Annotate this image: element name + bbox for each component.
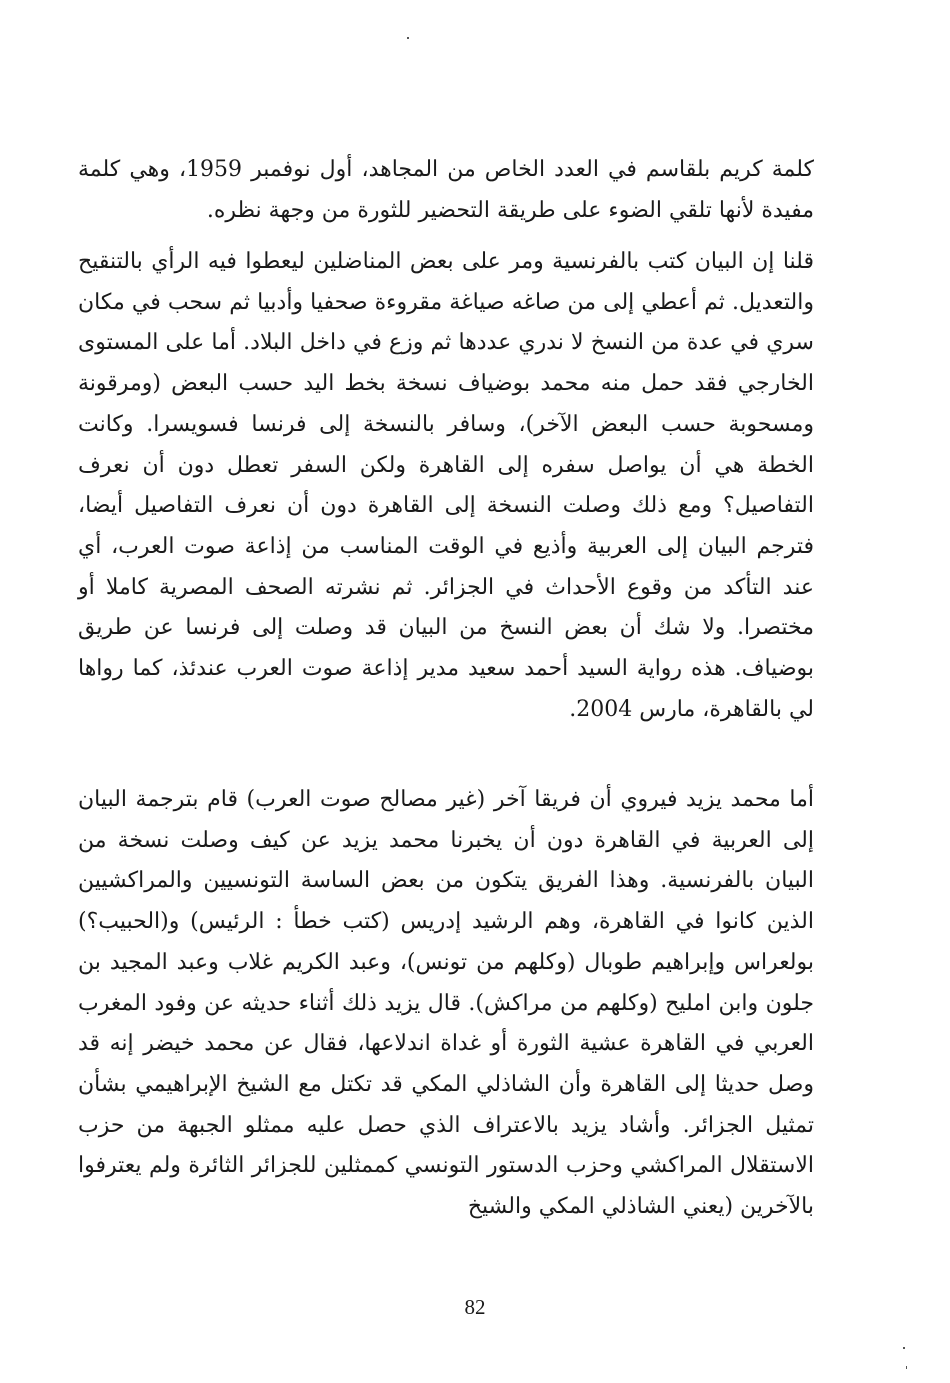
paragraph-1 — [78, 150, 814, 231]
scan-speck — [903, 1347, 905, 1349]
paragraph-3-text: أما محمد يزيد فيروي أن فريقا آخر (غير مصالح صوت العرب) قام بترجمة البيان إلى العربية في القاهرة دون أن يخبرنا محمد يزيد عن كيف وصلت نسخة من البيان بالفرنسية. وهذا الفريق يتكون من بعض الساسة التونسيين والمراكشيين الذين كانوا في القاهرة، وهم الرشيد إدريس (كتب خطأ : الرئيس) و(الحبيب؟) بولعراس وإبراهيم طوبال (وكلهم من تونس)، وعبد الكريم غلاب وعبد المجيد بن جلون وابن امليح (وكلهم من مراكش). قال يزيد ذلك أثناء حديثه عن وفود المغرب العربي في القاهرة عشية الثورة أو غداة اندلاعها، فقال عن محمد خيضر إنه قد وصل حديثا إلى القاهرة وأن الشاذلي المكي قد تكتل مع الشيخ الإبراهيمي بشأن تمثيل الجزائر. وأشاد يزيد بالاعتراف الذي حصل عليه ممثلو الجبهة من حزب الاستقلال المراكشي وحزب الدستور التونسي كممثلين للجزائر الثائرة ولم يعترفوا بالآخرين (يعني الشاذلي المكي والشيخ — [78, 787, 814, 1220]
page-number: 82 — [464, 1295, 486, 1319]
paragraph-2-text: قلنا إن البيان كتب بالفرنسية ومر على بعض المناضلين ليعطوا فيه الرأي بالتنقيح والتعديل. ثم أعطي إلى من صاغه صياغة مقروءة صحفيا وأدبيا ثم سحب في مكان سري في عدة من النسخ لا ندري عددها ثم وزع في داخل البلاد. أما على المستوى الخارجي فقد حمل منه محمد بوضياف نسخة بخط اليد حسب البعض (ومرقونة ومسحوبة حسب البعض الآخر)، وسافر بالنسخة إلى فرنسا فسويسرا. وكانت الخطة هي أن يواصل سفره إلى القاهرة ولكن السفر تعطل دون أن نعرف التفاصيل؟ ومع ذلك وصلت النسخة إلى القاهرة دون أن نعرف التفاصيل أيضا، فترجم البيان إلى العربية وأذيع في الوقت المناسب من إذاعة صوت العرب، أي عند التأكد من وقوع الأحداث في الجزائر. ثم نشرته الصحف المصرية كاملا أو مختصرا. ولا شك أن بعض النسخ من البيان قد وصلت إلى فرنسا عن طريق بوضياف. هذه رواية السيد أحمد سعيد مدير إذاعة صوت العرب عندئذ، كما رواها لي بالقاهرة، مارس 2004. — [78, 249, 814, 722]
paragraph-2 — [78, 242, 814, 730]
paragraph-1-text: كلمة كريم بلقاسم في العدد الخاص من المجاهد، أول نوفمبر 1959، وهي كلمة مفيدة لأنها تلقي الضوء على طريقة التحضير للثورة من وجهة نظره. — [78, 157, 815, 223]
paragraph-3 — [78, 780, 814, 1228]
scan-speck — [906, 1366, 907, 1369]
scan-speck — [407, 37, 409, 39]
